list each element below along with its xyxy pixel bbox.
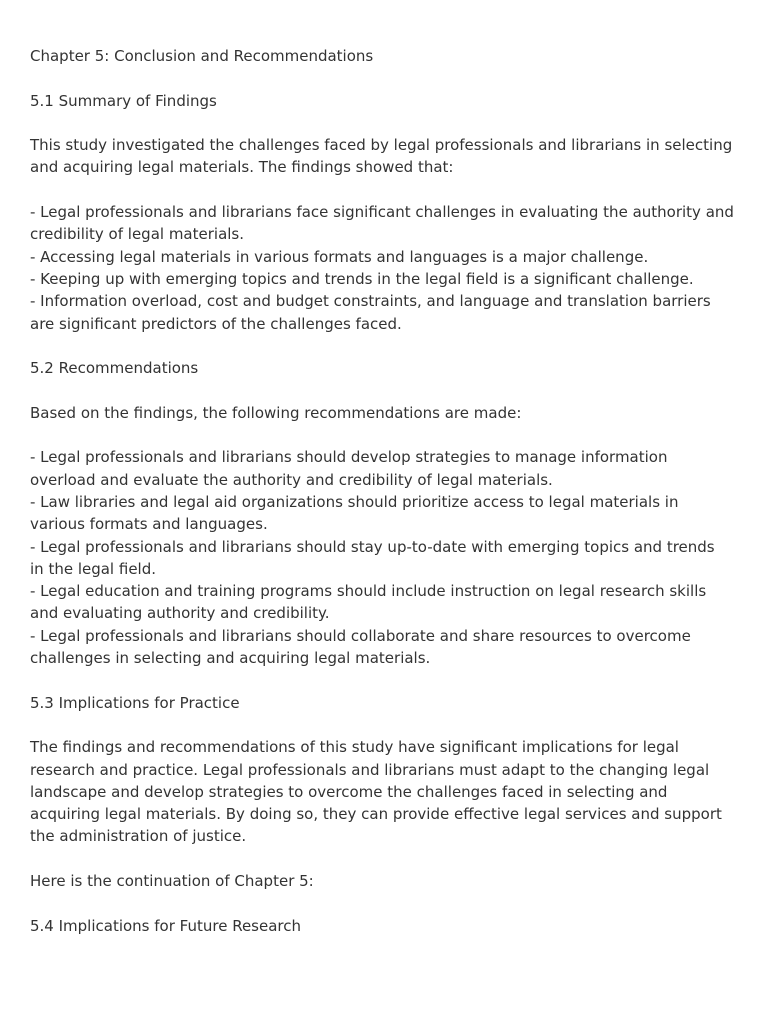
section-heading-text: 5.3 Implications for Practice [30,693,240,712]
paragraph-line: This study investigated the challenges faced by legal professionals and librarians in selecting [30,136,733,155]
section-heading-5-4 [30,915,750,937]
recommendations-intro-paragraph [30,402,750,424]
section-heading-text: 5.4 Implications for Future Research [30,916,302,935]
paragraph-line: The findings and recommendations of this study have significant implications for legal [30,738,679,757]
recommendation-line: - Law libraries and legal aid organizations should prioritize access to legal materials in [30,492,679,511]
finding-line: credibility of legal materials. [30,225,245,244]
section-heading-text: 5.1 Summary of Findings [30,91,217,110]
finding-line: - Legal professionals and librarians face significant challenges in evaluating the authority and [30,203,734,222]
section-heading-5-3 [30,692,750,714]
finding-line: - Accessing legal materials in various formats and languages is a major challenge. [30,247,649,266]
recommendation-line: - Legal education and training programs should include instruction on legal research skills [30,582,707,601]
paragraph-line: landscape and develop strategies to overcome the challenges faced in selecting and [30,782,668,801]
chapter-title [30,45,750,67]
continuation-note-text: Here is the continuation of Chapter 5: [30,871,314,890]
recommendation-line: - Legal professionals and librarians should stay up-to-date with emerging topics and trends [30,537,715,556]
section-heading-5-1 [30,90,750,112]
recommendation-line: challenges in selecting and acquiring legal materials. [30,649,431,668]
recommendation-line: and evaluating authority and credibility. [30,604,330,623]
implications-practice-paragraph [30,736,750,847]
paragraph-line: Based on the findings, the following recommendations are made: [30,403,522,422]
paragraph-line: acquiring legal materials. By doing so, they can provide effective legal services and support [30,805,722,824]
recommendation-line: various formats and languages. [30,515,268,534]
findings-list [30,201,750,335]
recommendation-line: - Legal professionals and librarians should collaborate and share resources to overcome [30,626,691,645]
document-body [30,45,750,959]
recommendation-line: - Legal professionals and librarians should develop strategies to manage information [30,448,668,467]
finding-line: - Information overload, cost and budget constraints, and language and translation barriers [30,292,711,311]
finding-line: - Keeping up with emerging topics and trends in the legal field is a significant challenge. [30,269,694,288]
chapter-title-text: Chapter 5: Conclusion and Recommendations [30,47,374,65]
section-heading-5-2 [30,357,750,379]
recommendations-list [30,446,750,669]
recommendation-line: overload and evaluate the authority and credibility of legal materials. [30,470,553,489]
continuation-note [30,870,750,892]
summary-intro-paragraph [30,134,750,179]
paragraph-line: and acquiring legal materials. The findings showed that: [30,158,454,177]
section-heading-text: 5.2 Recommendations [30,359,199,378]
recommendation-line: in the legal field. [30,559,157,578]
paragraph-line: research and practice. Legal professionals and librarians must adapt to the changing legal [30,760,710,779]
finding-line: are significant predictors of the challenges faced. [30,314,402,333]
paragraph-line: the administration of justice. [30,827,247,846]
